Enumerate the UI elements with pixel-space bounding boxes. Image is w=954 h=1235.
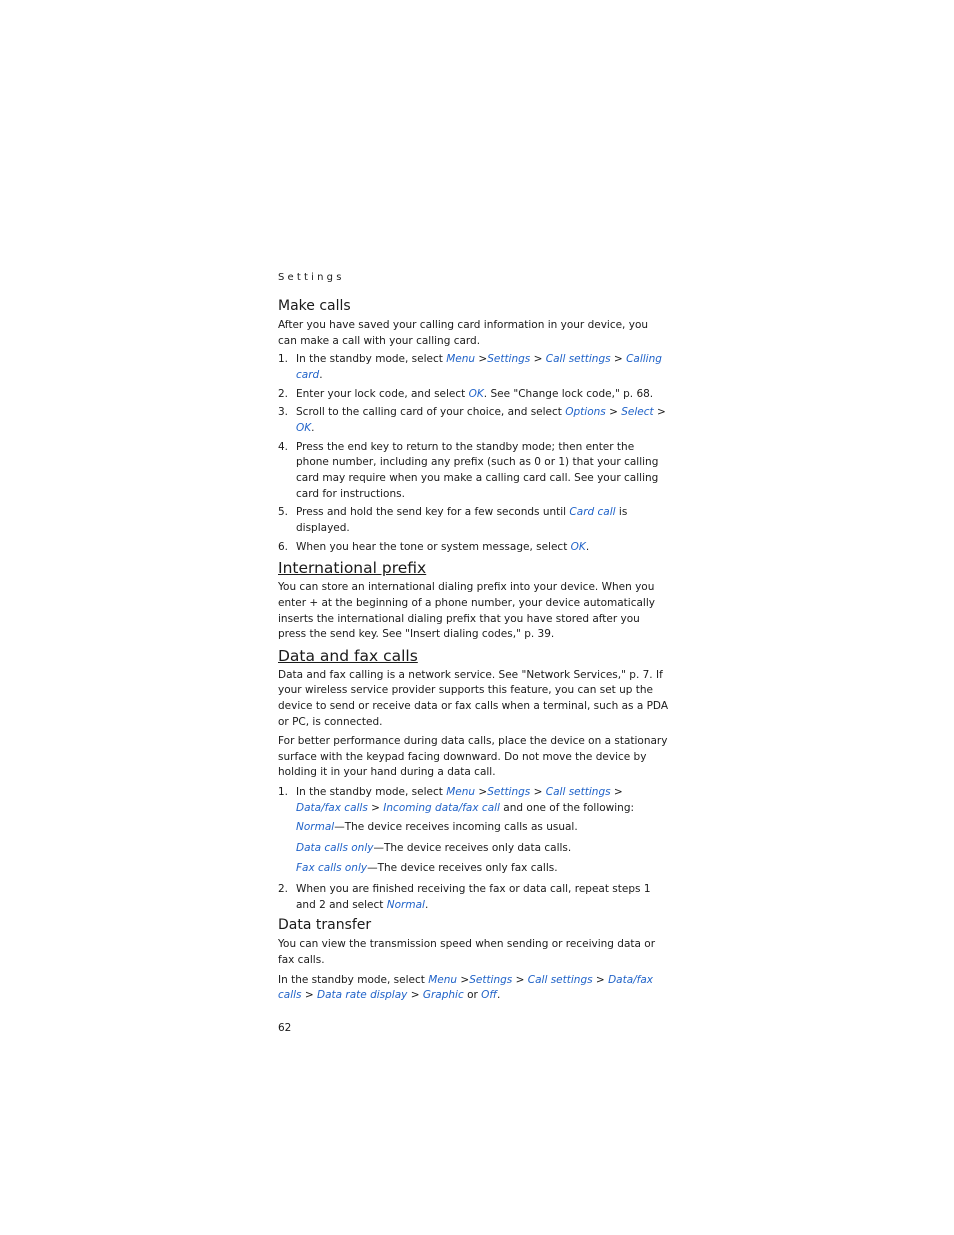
separator: > — [605, 406, 622, 419]
step-text: When you are finished receiving the fax or data call, repeat steps 1 and 2 and select — [296, 882, 651, 911]
separator: > — [610, 353, 627, 366]
option-normal — [278, 820, 670, 836]
separator: > — [610, 785, 623, 798]
settings-link[interactable]: Settings — [487, 353, 531, 366]
separator: > — [301, 989, 317, 1002]
make-calls-intro: After you have saved your calling card information in your device, you can make a call with your calling card. — [278, 319, 649, 347]
settings-link[interactable]: Settings — [469, 973, 513, 986]
step-text: Press the end key to return to the standby mode; then enter the phone number, including any prefix (such as 0 or 1) that your calling card may require when you make a calling card call. See your calling card for instructions. — [296, 440, 659, 500]
data-transfer-heading: Data transfer — [278, 917, 372, 934]
step-number: 1. — [278, 785, 289, 798]
data-fax-calls-link[interactable]: Data/fax calls — [296, 801, 368, 814]
data-fax-calls-link[interactable]: Data/fax calls — [278, 973, 654, 1002]
separator: > — [475, 785, 488, 798]
step-6 — [278, 540, 670, 556]
option-text: —The device receives only fax calls. — [367, 862, 558, 875]
make-calls-steps — [278, 352, 670, 555]
separator: > — [457, 973, 470, 986]
page-number: 62 — [278, 1021, 292, 1034]
step-text: Enter your lock code, and select — [296, 387, 469, 400]
calling-card-link[interactable]: Calling card — [296, 353, 662, 381]
step-text: In the standby mode, select — [278, 973, 429, 986]
punctuation: . — [319, 368, 323, 381]
fax-calls-only-link[interactable]: Fax calls only — [296, 862, 368, 875]
card-call-link[interactable]: Card call — [569, 506, 616, 519]
call-settings-link[interactable]: Call settings — [545, 785, 611, 798]
step-1 — [278, 352, 670, 383]
step-text: Press and hold the send key for a few seconds until — [296, 506, 570, 519]
separator: > — [475, 353, 488, 366]
graphic-link[interactable]: Graphic — [422, 989, 464, 1002]
step-4 — [278, 440, 670, 502]
step-number: 5. — [278, 506, 289, 519]
normal-link[interactable]: Normal — [296, 821, 335, 834]
data-rate-display-link[interactable]: Data rate display — [317, 989, 408, 1002]
data-fax-step-2 — [278, 882, 670, 913]
step-number: 4. — [278, 440, 289, 453]
make-calls-heading: Make calls — [278, 298, 351, 314]
data-transfer-p1: You can view the transmission speed when sending or receiving data or fax calls. — [278, 938, 656, 966]
data-fax-steps-cont — [278, 882, 670, 913]
normal-link[interactable]: Normal — [386, 898, 425, 911]
conjunction: or — [463, 989, 482, 1002]
data-fax-heading: Data and fax calls — [278, 646, 418, 665]
step-number: 2. — [278, 882, 289, 895]
international-prefix-body: You can store an international dialing prefix into your device. When you enter + at the beginning of a phone number, your device automatically inserts the international dialing prefix that you have stored after you press the send key. See "Insert dialing codes," p. 39. — [278, 581, 655, 641]
menu-link[interactable]: Menu — [446, 785, 476, 798]
options-link[interactable]: Options — [565, 406, 606, 419]
step-text: and one of the following: — [499, 801, 635, 814]
data-calls-only-link[interactable]: Data calls only — [296, 841, 374, 854]
incoming-data-fax-call-link[interactable]: Incoming data/fax call — [383, 801, 500, 814]
step-text: Scroll to the calling card of your choice, and select — [296, 406, 566, 419]
data-fax-steps — [278, 785, 670, 816]
option-text: —The device receives incoming calls as usual. — [334, 821, 578, 834]
separator: > — [367, 801, 384, 814]
data-transfer-p2 — [278, 973, 670, 1004]
menu-link[interactable]: Menu — [428, 973, 458, 986]
menu-link[interactable]: Menu — [446, 353, 476, 366]
separator: > — [512, 973, 528, 986]
manual-page — [278, 272, 670, 1034]
call-settings-link[interactable]: Call settings — [545, 353, 611, 366]
step-text: In the standby mode, select — [296, 785, 447, 798]
step-3 — [278, 405, 670, 436]
step-text: . See "Change lock code," p. 68. — [483, 387, 654, 400]
step-text: When you hear the tone or system message, select — [296, 540, 571, 553]
data-fax-step-1 — [278, 785, 670, 816]
punctuation: . — [311, 421, 315, 434]
data-fax-p1: Data and fax calling is a network service. See "Network Services," p. 7. If your wireless service provider supports this feature, you can set up the device to send or receive data or fax calls when a terminal, such as a PDA or PC, is connected. — [278, 668, 669, 728]
step-number: 3. — [278, 406, 289, 419]
step-text: is displayed. — [296, 506, 628, 534]
step-number: 6. — [278, 540, 289, 553]
separator: > — [653, 406, 666, 419]
separator: > — [592, 973, 609, 986]
punctuation: . — [585, 540, 590, 553]
separator: > — [407, 989, 423, 1002]
step-text: In the standby mode, select — [296, 353, 447, 366]
punctuation: . — [424, 898, 429, 911]
punctuation: . — [497, 989, 501, 1002]
select-link[interactable]: Select — [621, 406, 654, 419]
option-fax-calls-only — [278, 861, 670, 877]
step-number: 1. — [278, 353, 289, 366]
separator: > — [530, 353, 546, 366]
call-settings-link[interactable]: Call settings — [527, 973, 593, 986]
option-text: —The device receives only data calls. — [373, 841, 572, 854]
step-2 — [278, 387, 670, 403]
step-number: 2. — [278, 387, 289, 400]
ok-link[interactable]: OK — [296, 421, 312, 434]
running-head: Settings — [278, 272, 345, 283]
data-fax-p2: For better performance during data calls, place the device on a stationary surface with the keypad facing downward. Do not move the device by holding it in your hand during a data call. — [278, 735, 668, 779]
step-5 — [278, 505, 670, 536]
option-data-calls-only — [278, 841, 670, 857]
settings-link[interactable]: Settings — [487, 785, 531, 798]
separator: > — [530, 785, 546, 798]
ok-link[interactable]: OK — [570, 540, 586, 553]
ok-link[interactable]: OK — [468, 387, 484, 400]
international-prefix-heading: International prefix — [278, 559, 427, 578]
off-link[interactable]: Off — [481, 989, 498, 1002]
